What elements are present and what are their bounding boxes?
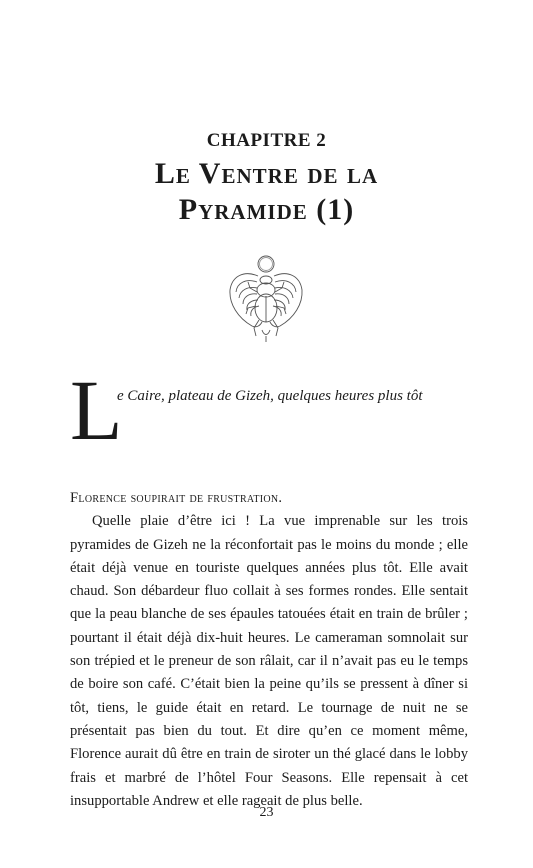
chapter-title-line-1: Le Ventre de la	[154, 157, 379, 190]
chapter-body	[70, 487, 468, 813]
lead-sentence: Florence soupirait de frustration.	[70, 490, 283, 506]
chapter-label: CHAPITRE 2	[206, 130, 327, 151]
scene-location-subtitle: e Caire, plateau de Gizeh, quelques heures plus tôt	[117, 388, 423, 404]
drop-cap: L	[70, 362, 123, 458]
chapter-title	[0, 156, 533, 228]
chapter-title-line-2: Pyramide (1)	[178, 193, 355, 226]
winged-scarab-icon	[226, 250, 306, 346]
body-paragraph: Quelle plaie d’être ici ! La vue imprenable sur les trois pyramides de Gizeh ne la réconfortait pas le moins du monde ; elle était déjà venue en touriste quelques années plus tôt. Elle avait chaud. Son débardeur fluo collait à ses formes rondes. Elle sentait que la peau blanche de ses épaules tatouées était en train de brûler ; pourtant il était déjà dix-huit heures. Le cameraman somnolait sur son trépied et le preneur de son râlait, car il n’avait pas eu le temps de boire son café. C’était bien la peine qu’ils se pressent à dîner si tôt, tiens, le guide était en retard. Le tournage de nuit ne se présentait pas bien du tout. Et dire qu’en ce moment même, Florence aurait dû être en train de siroter un thé glacé dans le lobby frais et marbré de l’hôtel Four Seasons. Elle repensait à cet insupportable Andrew et elle rageait de plus belle.	[70, 513, 468, 809]
page-number: 23	[259, 805, 274, 820]
